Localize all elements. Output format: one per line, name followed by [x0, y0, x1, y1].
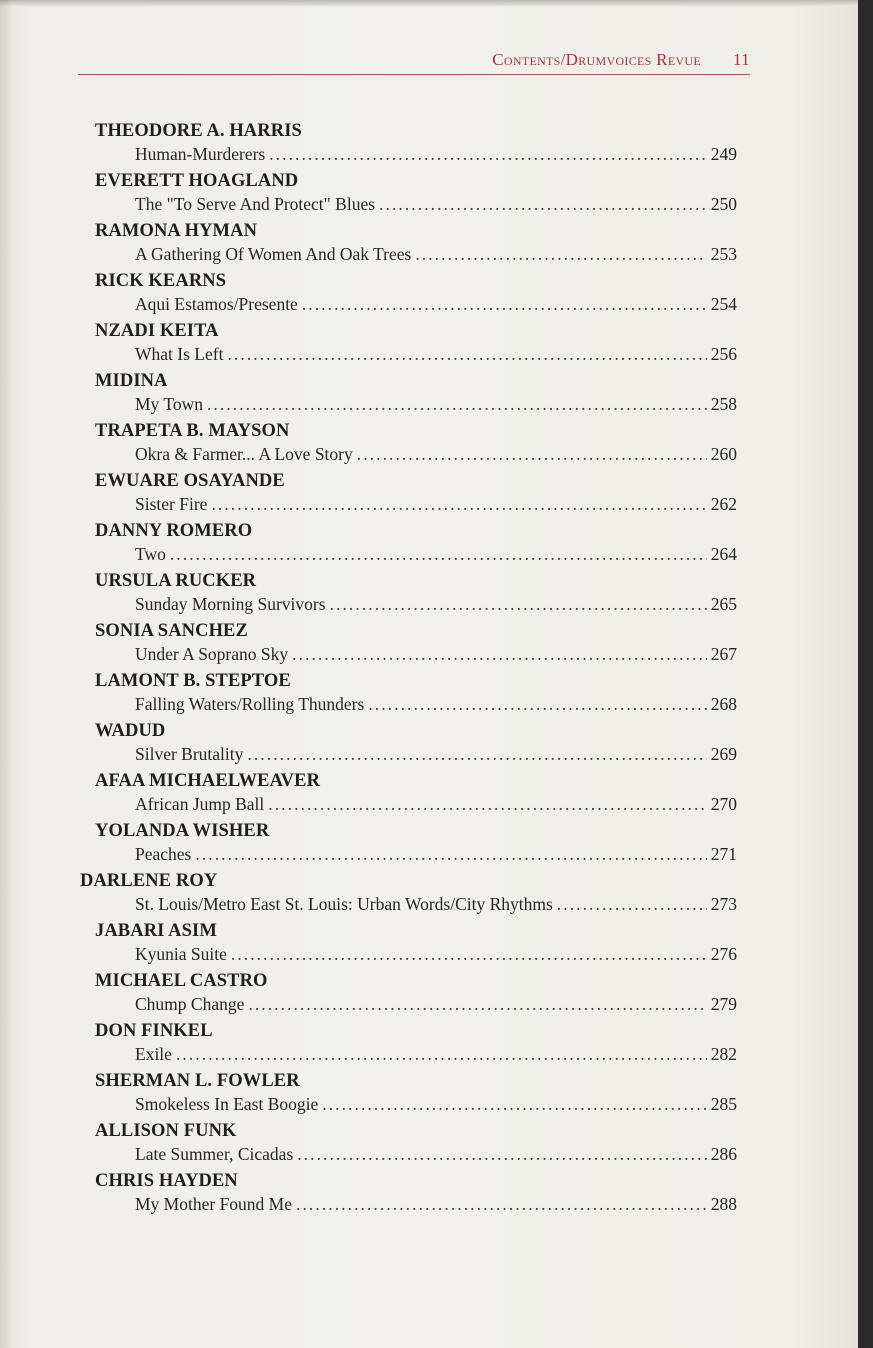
dot-leader [195, 844, 706, 865]
toc-entry [135, 744, 737, 765]
page-number: 288 [710, 1194, 737, 1214]
toc-entry [135, 944, 737, 965]
author-name: YOLANDA WISHER [95, 821, 270, 841]
toc-entry [135, 644, 737, 665]
toc-entry [135, 1144, 737, 1165]
toc-entry [135, 444, 737, 465]
dot-leader [292, 644, 707, 665]
page-number: 256 [710, 344, 737, 364]
running-header [78, 50, 750, 74]
toc-entry [135, 394, 737, 415]
poem-title: Silver Brutality [135, 744, 244, 764]
author-name: WADUD [95, 721, 166, 741]
toc-entry [135, 294, 737, 315]
poem-title: Kyunia Suite [135, 944, 227, 964]
dot-leader [207, 394, 707, 415]
spine-shadow [0, 0, 14, 1348]
page-number: 258 [710, 394, 737, 414]
dot-leader [330, 594, 707, 615]
page-number: 250 [710, 194, 737, 214]
toc-entry [135, 194, 737, 215]
page-number: 273 [710, 894, 737, 914]
author-name: EVERETT HOAGLAND [95, 171, 299, 191]
poem-title: Sunday Morning Survivors [135, 594, 326, 614]
author-name: AFAA MICHAELWEAVER [95, 771, 321, 791]
author-name: URSULA RUCKER [95, 571, 257, 591]
toc-entry [135, 1044, 737, 1065]
poem-title: Aqui Estamos/Presente [135, 294, 298, 314]
page-number: 254 [710, 294, 737, 314]
poem-title: The "To Serve And Protect" Blues [135, 194, 376, 214]
toc-entry [135, 844, 737, 865]
dot-leader [176, 1044, 707, 1065]
page-number: 286 [710, 1144, 737, 1164]
author-name: DANNY ROMERO [95, 521, 253, 541]
dot-leader [170, 544, 707, 565]
page-number: 276 [710, 944, 737, 964]
poem-title: Sister Fire [135, 494, 208, 514]
dot-leader [247, 744, 706, 765]
toc-entry [135, 594, 737, 615]
page-number: 267 [710, 644, 737, 664]
toc-entry [135, 694, 737, 715]
page-number: 279 [710, 994, 737, 1014]
dot-leader [211, 494, 706, 515]
running-title: Contents/Drumvoices Revue [492, 50, 702, 69]
page-number: 269 [710, 744, 737, 764]
toc-entry [135, 544, 737, 565]
author-name: DON FINKEL [95, 1021, 213, 1041]
poem-title: Falling Waters/Rolling Thunders [135, 694, 365, 714]
author-name: RICK KEARNS [95, 271, 227, 291]
toc-entry [135, 1194, 737, 1215]
page-number: 282 [710, 1044, 737, 1064]
author-name: NZADI KEITA [95, 321, 219, 341]
toc-entry [135, 144, 737, 165]
poem-title: My Mother Found Me [135, 1194, 293, 1214]
dot-leader [269, 144, 707, 165]
dot-leader [302, 294, 707, 315]
page-number: 270 [710, 794, 737, 814]
dot-leader [415, 244, 706, 265]
author-name: MICHAEL CASTRO [95, 971, 268, 991]
toc-entry [135, 794, 737, 815]
dot-leader [227, 344, 706, 365]
author-name: SONIA SANCHEZ [95, 621, 248, 641]
poem-title: What Is Left [135, 344, 224, 364]
poem-title: Two [135, 544, 166, 564]
dot-leader [379, 194, 707, 215]
author-name: ALLISON FUNK [95, 1121, 237, 1141]
page-number: 268 [710, 694, 737, 714]
dot-leader [296, 1194, 707, 1215]
author-name: TRAPETA B. MAYSON [95, 421, 290, 441]
author-name: THEODORE A. HARRIS [95, 121, 302, 141]
page-number: 271 [710, 844, 737, 864]
poem-title: A Gathering Of Women And Oak Trees [135, 244, 412, 264]
page-number: 265 [710, 594, 737, 614]
dot-leader [322, 1094, 707, 1115]
poem-title: Smokeless In East Boogie [135, 1094, 319, 1114]
toc-entry [135, 894, 737, 915]
toc-entry [135, 344, 737, 365]
dot-leader [357, 444, 707, 465]
folio-number: 11 [733, 50, 750, 69]
dot-leader [268, 794, 706, 815]
poem-title: Exile [135, 1044, 172, 1064]
header-rule [78, 74, 750, 75]
page-number: 264 [710, 544, 737, 564]
author-name: SHERMAN L. FOWLER [95, 1071, 300, 1091]
poem-title: Human-Murderers [135, 144, 266, 164]
dot-leader [297, 1144, 707, 1165]
page-number: 253 [710, 244, 737, 264]
poem-title: Under A Soprano Sky [135, 644, 289, 664]
page-number: 262 [710, 494, 737, 514]
page-number: 285 [710, 1094, 737, 1114]
poem-title: African Jump Ball [135, 794, 265, 814]
author-name: RAMONA HYMAN [95, 221, 258, 241]
toc-entry [135, 1094, 737, 1115]
author-name: DARLENE ROY [80, 871, 218, 891]
author-name: EWUARE OSAYANDE [95, 471, 285, 491]
poem-title: Late Summer, Cicadas [135, 1144, 294, 1164]
author-name: LAMONT B. STEPTOE [95, 671, 291, 691]
poem-title: Chump Change [135, 994, 245, 1014]
page-number: 260 [710, 444, 737, 464]
author-name: JABARI ASIM [95, 921, 217, 941]
page-number: 249 [710, 144, 737, 164]
author-name: CHRIS HAYDEN [95, 1171, 238, 1191]
poem-title: Okra & Farmer... A Love Story [135, 444, 353, 464]
poem-title: My Town [135, 394, 203, 414]
dot-leader [557, 894, 707, 915]
toc-entry [135, 494, 737, 515]
author-name: MIDINA [95, 371, 168, 391]
dot-leader [231, 944, 707, 965]
poem-title: Peaches [135, 844, 192, 864]
dot-leader [248, 994, 706, 1015]
poem-title: St. Louis/Metro East St. Louis: Urban Words/City Rhythms [135, 894, 553, 914]
dot-leader [368, 694, 706, 715]
toc-entry [135, 244, 737, 265]
toc-entry [135, 994, 737, 1015]
page-top-edge [0, 0, 858, 6]
